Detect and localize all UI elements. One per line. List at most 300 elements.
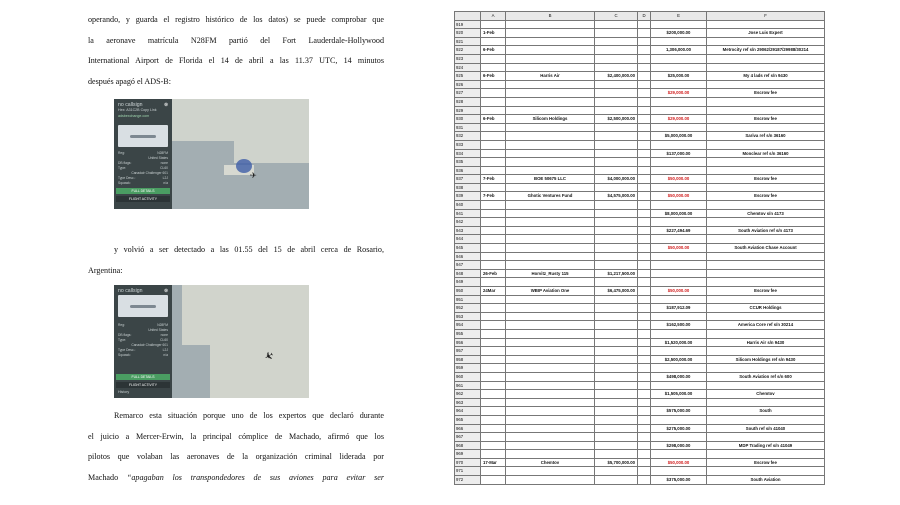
cell-a[interactable] <box>481 398 506 407</box>
cell-f[interactable] <box>707 106 825 115</box>
cell-f[interactable]: Harris Air s/n 9430 <box>707 338 825 347</box>
cell-c[interactable] <box>595 201 638 210</box>
row-number[interactable]: 923 <box>455 54 481 63</box>
row-number[interactable]: 928 <box>455 97 481 106</box>
row-number[interactable]: 965 <box>455 415 481 424</box>
cell-d[interactable] <box>638 287 651 296</box>
cell-c[interactable] <box>595 89 638 98</box>
cell-c[interactable] <box>595 54 638 63</box>
cell-c[interactable]: $1,217,500.00 <box>595 269 638 278</box>
cell-f[interactable] <box>707 261 825 270</box>
row-number[interactable]: 948 <box>455 269 481 278</box>
cell-a[interactable]: 17-Mar <box>481 458 506 467</box>
cell-a[interactable] <box>481 295 506 304</box>
cell-a[interactable] <box>481 37 506 46</box>
cell-c[interactable] <box>595 261 638 270</box>
cell-d[interactable] <box>638 329 651 338</box>
cell-f[interactable] <box>707 235 825 244</box>
cell-f[interactable]: CCUR Holdings <box>707 304 825 313</box>
cell-d[interactable] <box>638 476 651 485</box>
cell-d[interactable] <box>638 424 651 433</box>
cell-a[interactable]: 24Mar <box>481 287 506 296</box>
cell-b[interactable] <box>506 37 595 46</box>
cell-e[interactable] <box>651 183 707 192</box>
cell-f[interactable]: South Aviation Chase Account <box>707 244 825 253</box>
cell-c[interactable] <box>595 140 638 149</box>
site-link[interactable]: adsbexchange.com <box>118 114 150 118</box>
cell-f[interactable]: South Aviation <box>707 476 825 485</box>
cell-d[interactable] <box>638 261 651 270</box>
cell-e[interactable]: $29,000.00 <box>651 115 707 124</box>
cell-c[interactable]: $2,500,000.00 <box>595 115 638 124</box>
cell-c[interactable] <box>595 244 638 253</box>
cell-b[interactable]: BOE 50675 LLC <box>506 175 595 184</box>
cell-e[interactable] <box>651 381 707 390</box>
cell-e[interactable]: $375,000.00 <box>651 476 707 485</box>
cell-a[interactable] <box>481 63 506 72</box>
row-number[interactable]: 957 <box>455 347 481 356</box>
cell-b[interactable] <box>506 467 595 476</box>
full-details-button[interactable]: FULL DETAILS <box>116 374 170 380</box>
cell-b[interactable] <box>506 390 595 399</box>
cell-a[interactable] <box>481 123 506 132</box>
cell-b[interactable] <box>506 218 595 227</box>
cell-a[interactable] <box>481 347 506 356</box>
cell-d[interactable] <box>638 415 651 424</box>
cell-d[interactable] <box>638 372 651 381</box>
flight-activity-button[interactable]: FLIGHT ACTIVITY <box>116 196 170 202</box>
cell-f[interactable]: South <box>707 407 825 416</box>
cell-f[interactable]: Chemtov s/n 4173 <box>707 209 825 218</box>
cell-e[interactable] <box>651 364 707 373</box>
cell-d[interactable] <box>638 244 651 253</box>
cell-e[interactable] <box>651 140 707 149</box>
cell-d[interactable] <box>638 46 651 55</box>
row-number[interactable]: 958 <box>455 355 481 364</box>
cell-b[interactable] <box>506 424 595 433</box>
row-number[interactable]: 964 <box>455 407 481 416</box>
cell-e[interactable] <box>651 123 707 132</box>
cell-a[interactable] <box>481 149 506 158</box>
cell-c[interactable] <box>595 433 638 442</box>
cell-c[interactable]: $4,000,000.00 <box>595 175 638 184</box>
cell-f[interactable] <box>707 183 825 192</box>
cell-d[interactable] <box>638 347 651 356</box>
full-details-button[interactable]: FULL DETAILS <box>116 188 170 194</box>
cell-d[interactable] <box>638 183 651 192</box>
row-number[interactable]: 939 <box>455 192 481 201</box>
cell-c[interactable] <box>595 37 638 46</box>
cell-a[interactable] <box>481 140 506 149</box>
cell-b[interactable] <box>506 106 595 115</box>
row-number[interactable]: 937 <box>455 175 481 184</box>
cell-a[interactable] <box>481 321 506 330</box>
cell-e[interactable]: $50,000.00 <box>651 244 707 253</box>
cell-f[interactable] <box>707 20 825 29</box>
cell-b[interactable] <box>506 278 595 287</box>
cell-a[interactable] <box>481 467 506 476</box>
cell-c[interactable] <box>595 158 638 167</box>
cell-e[interactable] <box>651 329 707 338</box>
cell-f[interactable] <box>707 140 825 149</box>
cell-b[interactable] <box>506 433 595 442</box>
cell-b[interactable]: Horvitz_Rusty 115 <box>506 269 595 278</box>
cell-e[interactable] <box>651 347 707 356</box>
cell-a[interactable] <box>481 355 506 364</box>
cell-a[interactable] <box>481 226 506 235</box>
cell-c[interactable] <box>595 80 638 89</box>
cell-e[interactable]: $1,505,000.00 <box>651 390 707 399</box>
cell-c[interactable] <box>595 364 638 373</box>
row-number[interactable]: 940 <box>455 201 481 210</box>
cell-d[interactable] <box>638 235 651 244</box>
cell-b[interactable] <box>506 476 595 485</box>
cell-f[interactable] <box>707 218 825 227</box>
cell-e[interactable] <box>651 63 707 72</box>
cell-c[interactable] <box>595 123 638 132</box>
cell-e[interactable]: $498,000.00 <box>651 372 707 381</box>
cell-a[interactable] <box>481 424 506 433</box>
cell-e[interactable] <box>651 398 707 407</box>
row-number[interactable]: 934 <box>455 149 481 158</box>
cell-e[interactable]: $227,494.69 <box>651 226 707 235</box>
cell-b[interactable] <box>506 183 595 192</box>
cell-c[interactable] <box>595 398 638 407</box>
cell-d[interactable] <box>638 63 651 72</box>
row-number[interactable]: 931 <box>455 123 481 132</box>
cell-f[interactable] <box>707 80 825 89</box>
cell-e[interactable] <box>651 218 707 227</box>
cell-c[interactable] <box>595 295 638 304</box>
cell-f[interactable] <box>707 381 825 390</box>
cell-f[interactable]: Escrow fee <box>707 458 825 467</box>
cell-c[interactable] <box>595 415 638 424</box>
cell-e[interactable]: $575,000.00 <box>651 407 707 416</box>
cell-c[interactable] <box>595 372 638 381</box>
cell-a[interactable] <box>481 450 506 459</box>
row-number[interactable]: 945 <box>455 244 481 253</box>
cell-e[interactable] <box>651 37 707 46</box>
cell-a[interactable]: 6-Feb <box>481 115 506 124</box>
cell-f[interactable] <box>707 364 825 373</box>
cell-a[interactable] <box>481 209 506 218</box>
row-number[interactable]: 970 <box>455 458 481 467</box>
cell-f[interactable] <box>707 467 825 476</box>
cell-f[interactable]: Chemtov <box>707 390 825 399</box>
row-number[interactable]: 947 <box>455 261 481 270</box>
cell-b[interactable] <box>506 140 595 149</box>
cell-d[interactable] <box>638 407 651 416</box>
cell-c[interactable] <box>595 63 638 72</box>
cell-b[interactable] <box>506 63 595 72</box>
cell-e[interactable] <box>651 80 707 89</box>
cell-b[interactable] <box>506 381 595 390</box>
cell-e[interactable] <box>651 97 707 106</box>
cell-c[interactable] <box>595 390 638 399</box>
cell-b[interactable] <box>506 295 595 304</box>
column-header-e[interactable]: E <box>651 12 707 21</box>
cell-b[interactable] <box>506 261 595 270</box>
cell-a[interactable] <box>481 304 506 313</box>
cell-d[interactable] <box>638 97 651 106</box>
cell-a[interactable] <box>481 312 506 321</box>
column-header-c[interactable]: C <box>595 12 638 21</box>
cell-a[interactable]: 1-Feb <box>481 29 506 38</box>
cell-b[interactable] <box>506 235 595 244</box>
cell-f[interactable] <box>707 252 825 261</box>
row-number[interactable]: 969 <box>455 450 481 459</box>
cell-b[interactable] <box>506 304 595 313</box>
cell-f[interactable] <box>707 158 825 167</box>
cell-b[interactable] <box>506 149 595 158</box>
cell-e[interactable]: $25,000.00 <box>651 72 707 81</box>
cell-f[interactable] <box>707 415 825 424</box>
cell-a[interactable] <box>481 329 506 338</box>
cell-a[interactable] <box>481 476 506 485</box>
cell-b[interactable] <box>506 80 595 89</box>
cell-c[interactable] <box>595 329 638 338</box>
cell-f[interactable]: MDP Trading ref s/n 41049 <box>707 441 825 450</box>
cell-c[interactable] <box>595 29 638 38</box>
cell-d[interactable] <box>638 458 651 467</box>
cell-c[interactable] <box>595 235 638 244</box>
cell-b[interactable]: Harris Air <box>506 72 595 81</box>
cell-b[interactable] <box>506 123 595 132</box>
cell-f[interactable] <box>707 269 825 278</box>
cell-b[interactable] <box>506 355 595 364</box>
cell-c[interactable] <box>595 149 638 158</box>
cell-f[interactable]: Sariva ref s/n 36160 <box>707 132 825 141</box>
row-number[interactable]: 955 <box>455 329 481 338</box>
cell-e[interactable] <box>651 467 707 476</box>
row-number[interactable]: 919 <box>455 20 481 29</box>
cell-a[interactable]: 7-Feb <box>481 192 506 201</box>
cell-a[interactable] <box>481 415 506 424</box>
cell-e[interactable] <box>651 20 707 29</box>
row-number[interactable]: 971 <box>455 467 481 476</box>
cell-d[interactable] <box>638 467 651 476</box>
cell-b[interactable] <box>506 132 595 141</box>
cell-c[interactable] <box>595 381 638 390</box>
cell-d[interactable] <box>638 29 651 38</box>
cell-c[interactable] <box>595 209 638 218</box>
cell-b[interactable] <box>506 97 595 106</box>
cell-f[interactable]: Escrow fee <box>707 115 825 124</box>
cell-e[interactable] <box>651 269 707 278</box>
cell-e[interactable] <box>651 261 707 270</box>
cell-b[interactable] <box>506 407 595 416</box>
cell-f[interactable] <box>707 97 825 106</box>
cell-b[interactable] <box>506 441 595 450</box>
cell-b[interactable] <box>506 312 595 321</box>
cell-a[interactable] <box>481 80 506 89</box>
cell-c[interactable] <box>595 450 638 459</box>
cell-b[interactable]: Ghotic Ventures Fund <box>506 192 595 201</box>
cell-c[interactable] <box>595 304 638 313</box>
cell-a[interactable]: 6-Feb <box>481 72 506 81</box>
cell-c[interactable] <box>595 407 638 416</box>
cell-d[interactable] <box>638 158 651 167</box>
cell-b[interactable] <box>506 450 595 459</box>
row-number[interactable]: 968 <box>455 441 481 450</box>
cell-a[interactable] <box>481 158 506 167</box>
cell-a[interactable] <box>481 244 506 253</box>
cell-b[interactable] <box>506 321 595 330</box>
cell-e[interactable] <box>651 450 707 459</box>
cell-d[interactable] <box>638 89 651 98</box>
cell-a[interactable] <box>481 261 506 270</box>
cell-e[interactable] <box>651 54 707 63</box>
cell-b[interactable] <box>506 89 595 98</box>
cell-d[interactable] <box>638 54 651 63</box>
cell-b[interactable]: WBIP Aviation One <box>506 287 595 296</box>
cell-b[interactable] <box>506 244 595 253</box>
cell-c[interactable] <box>595 46 638 55</box>
cell-f[interactable] <box>707 433 825 442</box>
cell-a[interactable] <box>481 364 506 373</box>
row-number[interactable]: 972 <box>455 476 481 485</box>
cell-d[interactable] <box>638 269 651 278</box>
close-icon[interactable]: ⊗ <box>164 103 169 108</box>
cell-c[interactable]: $6,475,000.00 <box>595 287 638 296</box>
cell-e[interactable] <box>651 312 707 321</box>
cell-f[interactable]: Silicom Holdings ref s/n 9430 <box>707 355 825 364</box>
row-number[interactable]: 946 <box>455 252 481 261</box>
cell-d[interactable] <box>638 209 651 218</box>
row-number[interactable]: 924 <box>455 63 481 72</box>
cell-e[interactable]: $50,000.00 <box>651 192 707 201</box>
cell-c[interactable] <box>595 467 638 476</box>
cell-a[interactable] <box>481 106 506 115</box>
cell-f[interactable] <box>707 278 825 287</box>
cell-e[interactable] <box>651 106 707 115</box>
cell-a[interactable] <box>481 166 506 175</box>
cell-f[interactable]: Monclear ref s/n 36160 <box>707 149 825 158</box>
cell-d[interactable] <box>638 132 651 141</box>
row-number[interactable]: 933 <box>455 140 481 149</box>
cell-a[interactable] <box>481 407 506 416</box>
row-number[interactable]: 941 <box>455 209 481 218</box>
cell-f[interactable]: Escrow fee <box>707 175 825 184</box>
cell-e[interactable] <box>651 278 707 287</box>
row-number[interactable]: 950 <box>455 287 481 296</box>
row-number[interactable]: 960 <box>455 372 481 381</box>
row-number[interactable]: 927 <box>455 89 481 98</box>
cell-f[interactable]: Escrow fee <box>707 192 825 201</box>
cell-d[interactable] <box>638 433 651 442</box>
row-number[interactable]: 936 <box>455 166 481 175</box>
row-number[interactable]: 962 <box>455 390 481 399</box>
cell-d[interactable] <box>638 312 651 321</box>
cell-a[interactable] <box>481 338 506 347</box>
cell-a[interactable] <box>481 132 506 141</box>
cell-c[interactable] <box>595 252 638 261</box>
row-number[interactable]: 930 <box>455 115 481 124</box>
row-number[interactable]: 938 <box>455 183 481 192</box>
cell-c[interactable] <box>595 424 638 433</box>
cell-d[interactable] <box>638 398 651 407</box>
cell-d[interactable] <box>638 123 651 132</box>
column-header-a[interactable]: A <box>481 12 506 21</box>
cell-e[interactable] <box>651 201 707 210</box>
cell-d[interactable] <box>638 304 651 313</box>
cell-f[interactable] <box>707 312 825 321</box>
cell-f[interactable] <box>707 347 825 356</box>
cell-c[interactable] <box>595 347 638 356</box>
cell-c[interactable]: $4,575,000.00 <box>595 192 638 201</box>
cell-b[interactable]: Chemtov <box>506 458 595 467</box>
cell-d[interactable] <box>638 106 651 115</box>
cell-a[interactable] <box>481 183 506 192</box>
history-link[interactable]: History <box>118 390 130 394</box>
row-number[interactable]: 942 <box>455 218 481 227</box>
cell-a[interactable] <box>481 201 506 210</box>
cell-f[interactable] <box>707 450 825 459</box>
cell-b[interactable] <box>506 201 595 210</box>
cell-a[interactable] <box>481 20 506 29</box>
cell-b[interactable] <box>506 20 595 29</box>
cell-f[interactable]: My 4 lads ref s/n 9430 <box>707 72 825 81</box>
cell-f[interactable] <box>707 166 825 175</box>
cell-d[interactable] <box>638 355 651 364</box>
cell-e[interactable]: $187,912.09 <box>651 304 707 313</box>
cell-e[interactable]: $50,000.00 <box>651 287 707 296</box>
cell-e[interactable]: 1,306,000.00 <box>651 46 707 55</box>
cell-d[interactable] <box>638 80 651 89</box>
row-number[interactable]: 956 <box>455 338 481 347</box>
cell-a[interactable] <box>481 218 506 227</box>
cell-d[interactable] <box>638 338 651 347</box>
cell-b[interactable]: Silicom Holdings <box>506 115 595 124</box>
flight-activity-button[interactable]: FLIGHT ACTIVITY <box>116 382 170 388</box>
cell-a[interactable] <box>481 97 506 106</box>
cell-d[interactable] <box>638 37 651 46</box>
row-number[interactable]: 922 <box>455 46 481 55</box>
cell-a[interactable] <box>481 372 506 381</box>
cell-d[interactable] <box>638 140 651 149</box>
row-number[interactable]: 926 <box>455 80 481 89</box>
row-number[interactable]: 963 <box>455 398 481 407</box>
row-number[interactable]: 967 <box>455 433 481 442</box>
cell-e[interactable] <box>651 295 707 304</box>
cell-f[interactable] <box>707 123 825 132</box>
cell-f[interactable]: Escrow fee <box>707 287 825 296</box>
cell-d[interactable] <box>638 226 651 235</box>
cell-f[interactable] <box>707 201 825 210</box>
cell-e[interactable] <box>651 252 707 261</box>
cell-f[interactable]: Escrow fee <box>707 89 825 98</box>
cell-a[interactable] <box>481 89 506 98</box>
cell-d[interactable] <box>638 201 651 210</box>
cell-d[interactable] <box>638 192 651 201</box>
cell-a[interactable] <box>481 252 506 261</box>
cell-f[interactable] <box>707 54 825 63</box>
cell-b[interactable] <box>506 329 595 338</box>
cell-f[interactable]: South ref s/n 41040 <box>707 424 825 433</box>
row-number[interactable]: 925 <box>455 72 481 81</box>
column-header-f[interactable]: F <box>707 12 825 21</box>
cell-d[interactable] <box>638 115 651 124</box>
cell-d[interactable] <box>638 381 651 390</box>
cell-e[interactable]: $2,500,000.00 <box>651 355 707 364</box>
cell-b[interactable] <box>506 364 595 373</box>
cell-e[interactable]: $5,000,000.00 <box>651 132 707 141</box>
cell-c[interactable] <box>595 355 638 364</box>
cell-e[interactable] <box>651 235 707 244</box>
cell-d[interactable] <box>638 72 651 81</box>
cell-f[interactable] <box>707 63 825 72</box>
cell-b[interactable] <box>506 209 595 218</box>
